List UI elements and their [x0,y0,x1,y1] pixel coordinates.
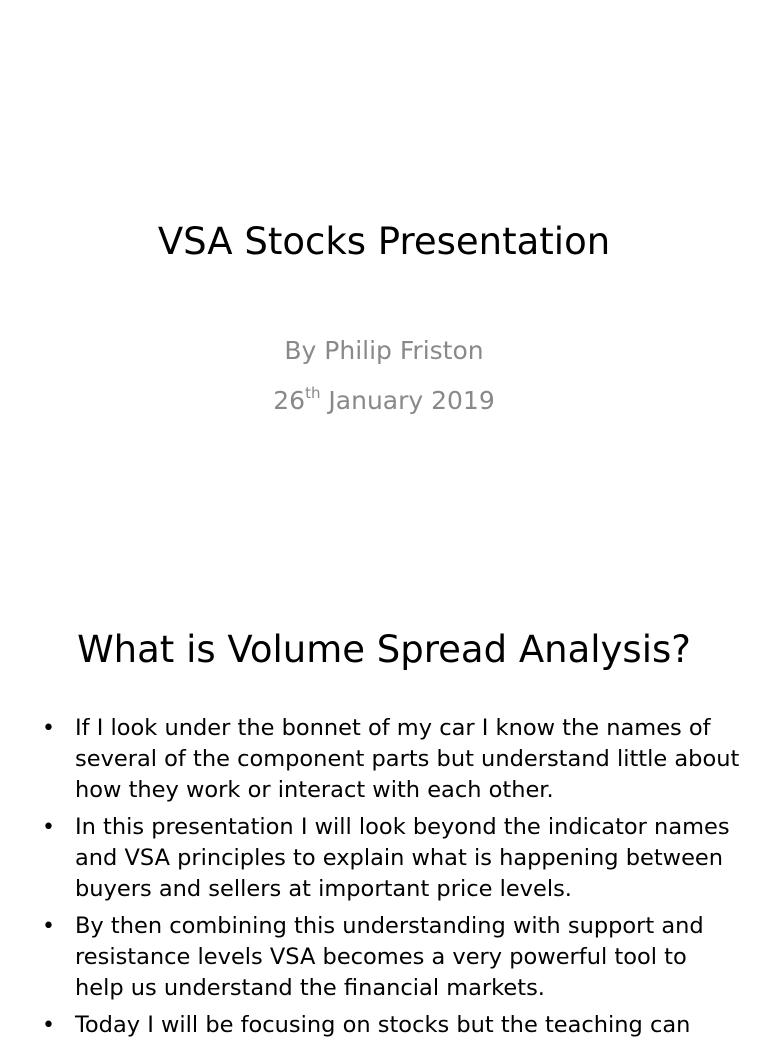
bullet-text: In this presentation I will look beyond the indicator names and VSA principles to explain what is happening between buyers and sellers at important price levels. [75,814,730,902]
date-ordinal-suffix: th [305,384,321,402]
bullet-item [42,713,742,806]
bullet-marker: • [42,716,55,741]
slide-title: What is Volume Spread Analysis? [77,628,691,671]
bullet-marker: • [42,815,55,840]
bullet-marker: • [42,914,55,939]
bullet-item [42,911,742,1004]
bullet-item [42,812,742,905]
bullet-item [42,1010,742,1041]
date-line [0,384,768,418]
presentation-title: VSA Stocks Presentation [157,220,611,263]
content-slide [0,576,768,1038]
bullet-text: If I look under the bonnet of my car I know the names of several of the component parts but understand little about how they work or interact with each other. [75,715,740,803]
bullet-marker: • [42,1013,55,1038]
author-line: By Philip Friston [284,336,484,365]
bullet-list [42,713,742,1047]
bullet-text: By then combining this understanding with support and resistance levels VSA becomes a very powerful tool to help us understand the financial markets. [75,913,704,1001]
date-day: 26 [273,386,306,415]
bullet-text: Today I will be focusing on stocks but the teaching can [75,1012,691,1038]
date-month-year: January 2019 [320,386,495,415]
